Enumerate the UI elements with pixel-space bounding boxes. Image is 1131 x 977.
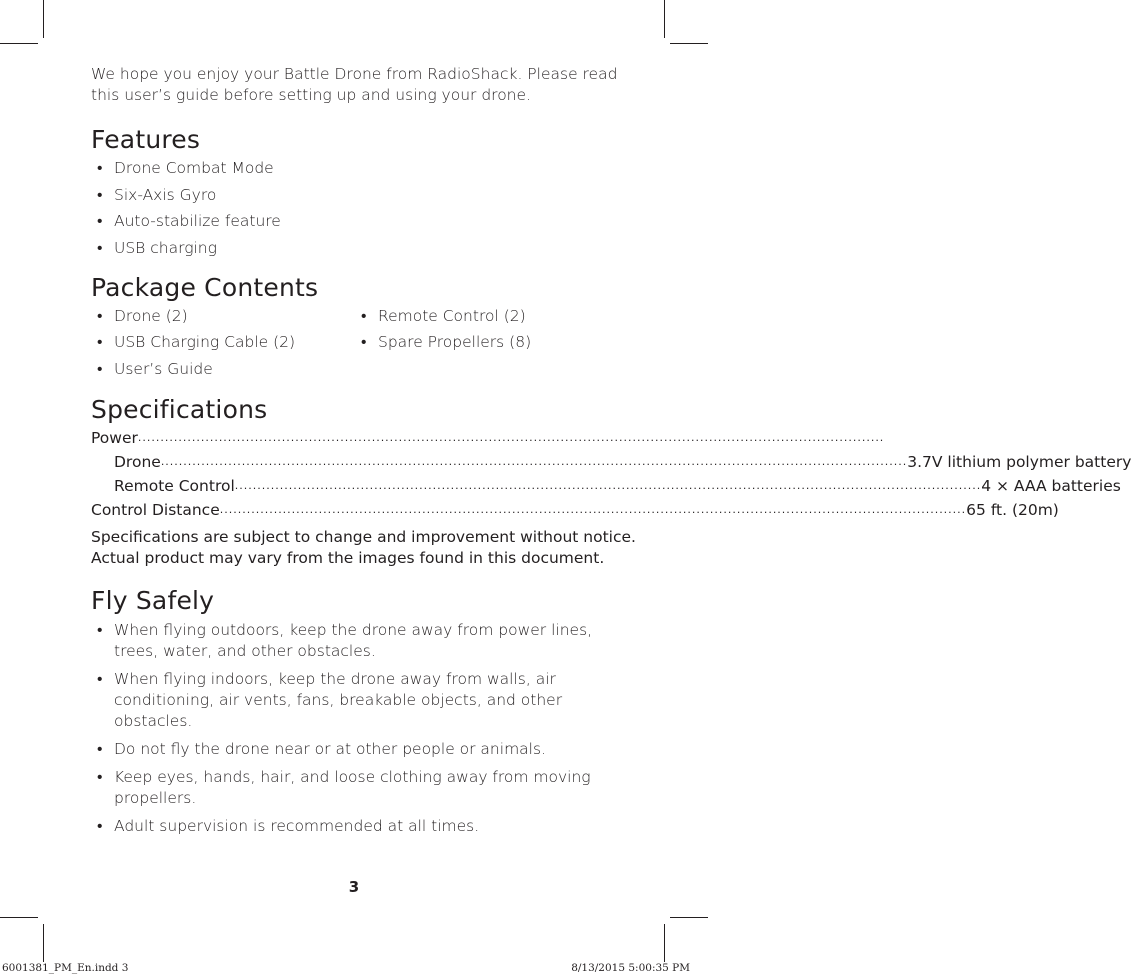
- list-item: • USB charging: [97, 238, 217, 257]
- list-item: • Drone (2): [97, 306, 188, 325]
- page-number: 3: [348, 878, 360, 896]
- list-item: • Adult supervision is recommended at all times.: [97, 816, 480, 835]
- specifications-heading: Specifications: [91, 394, 268, 424]
- page-content: [91, 64, 1131, 837]
- crop-mark: [670, 917, 708, 918]
- crop-mark: [664, 0, 665, 38]
- list-item: • Keep eyes, hands, hair, and loose clothing away from moving propellers.: [97, 767, 591, 807]
- package-list-right: [355, 306, 531, 380]
- list-item: • User’s Guide: [97, 359, 213, 378]
- list-item: • Auto-stabilize feature: [97, 212, 281, 230]
- crop-mark: [0, 43, 38, 44]
- list-item: • Remote Control (2): [361, 306, 526, 325]
- spec-row-drone: Drone ...................................................................................................................................................................... 3.7V lithium polymer battery: [114, 452, 1131, 471]
- package-list-left: [91, 306, 355, 380]
- list-item: • Drone Combat Mode: [97, 159, 274, 177]
- list-item: • Do not fly the drone near or at other people or animals.: [97, 739, 546, 758]
- list-item: • Spare Propellers (8): [361, 333, 532, 351]
- list-item: • Six-Axis Gyro: [97, 185, 217, 204]
- fly-safely-heading: Fly Safely: [91, 585, 215, 615]
- list-item: • When flying indoors, keep the drone away from walls, air conditioning, air vents, fans, breakable objects, and other obstacles.: [97, 669, 563, 730]
- spec-row-remote: Remote Control ...................................................................................................................................................................... 4 × AAA batteries: [114, 476, 1121, 495]
- package-heading: Package Contents: [91, 272, 319, 302]
- features-list: [91, 158, 636, 259]
- specifications-table: [91, 426, 1131, 522]
- package-list: [91, 306, 636, 380]
- list-item: • When flying outdoors, keep the drone away from power lines, trees, water, and other obstacles.: [97, 620, 593, 660]
- slug-file-name: 6001381_PM_En.indd 3: [2, 962, 129, 974]
- crop-mark: [43, 924, 44, 962]
- safety-list: [91, 620, 636, 837]
- features-heading: Features: [91, 125, 201, 154]
- spec-row-power: Power ......................................................................................................................................................................: [91, 428, 885, 447]
- crop-mark: [664, 924, 665, 962]
- spec-row-distance: Control Distance ...................................................................................................................................................................... 65 ft. (20m): [91, 500, 1059, 519]
- intro-paragraph: We hope you enjoy your Battle Drone from RadioShack. Please read this user’s guide before setting up and using your drone.: [91, 65, 618, 104]
- list-item: • USB Charging Cable (2): [97, 333, 296, 351]
- specifications-note: Specifications are subject to change and improvement without notice. Actual product may vary from the images found in this document.: [91, 527, 636, 567]
- slug-timestamp: 8/13/2015 5:00:35 PM: [571, 962, 690, 974]
- crop-mark: [670, 43, 708, 44]
- crop-mark: [0, 917, 38, 918]
- crop-mark: [43, 0, 44, 38]
